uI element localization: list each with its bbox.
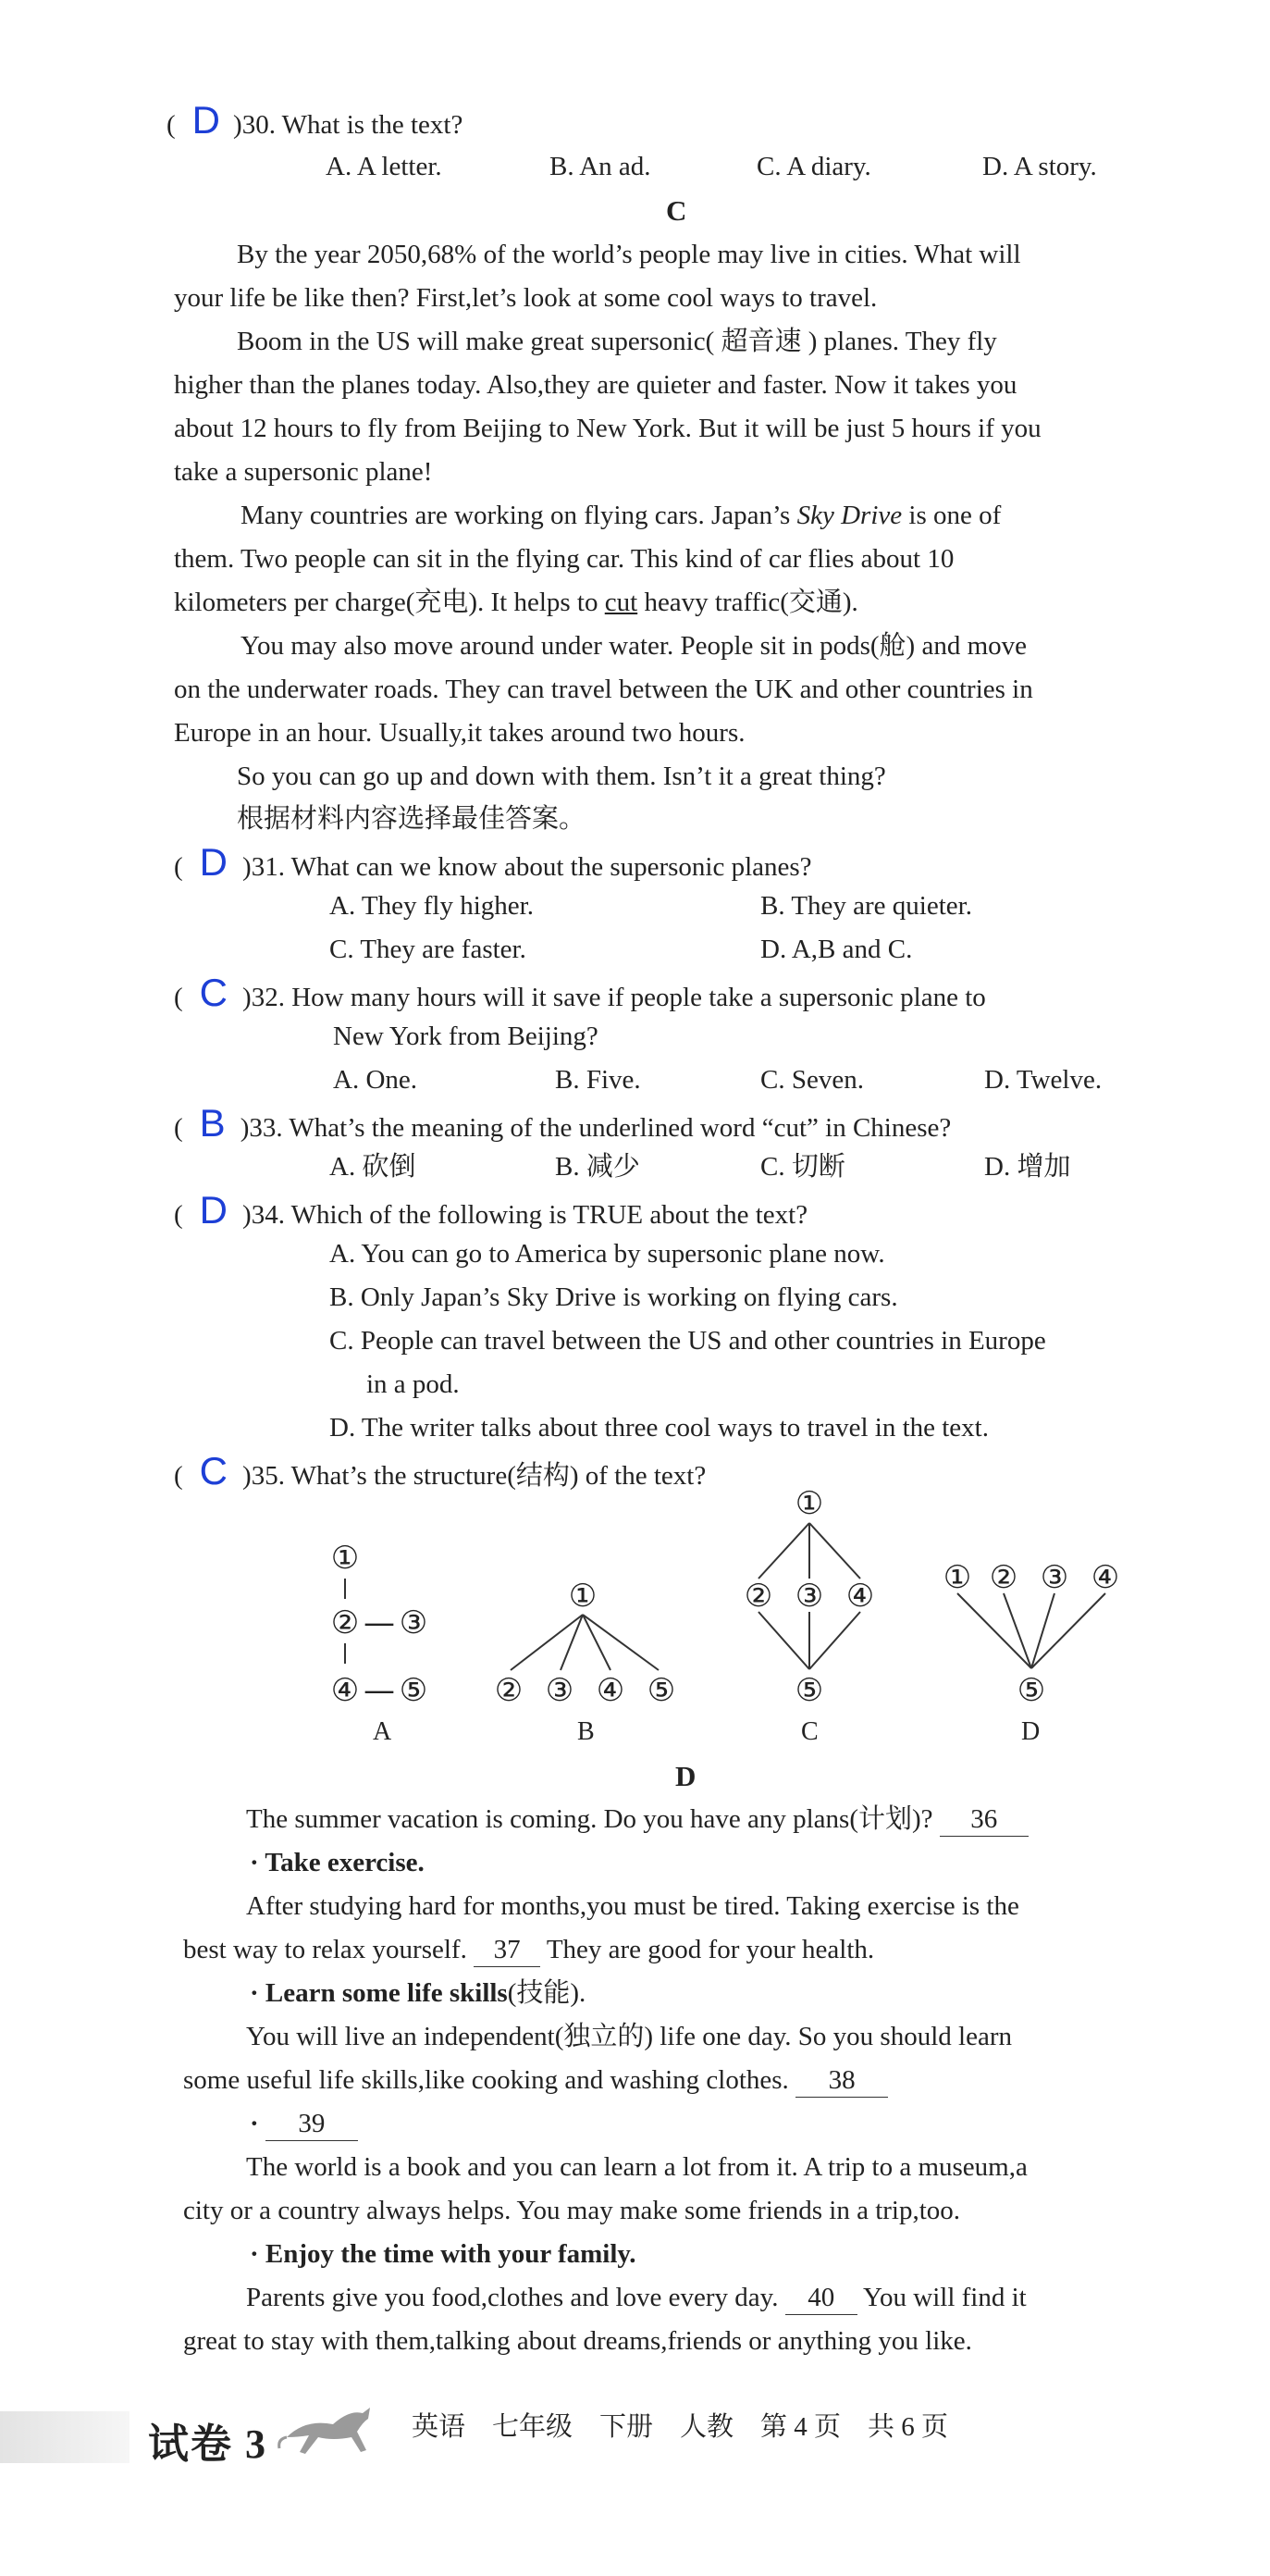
diagram-label-a: A [373,1717,392,1746]
d-p4-line2: great to stay with them,talking about dreams,friends or anything you like. [183,2326,972,2356]
section-c-title: C [666,194,687,227]
d-p2-line2: some useful life skills,like cooking and washing clothes. 38 [183,2063,888,2098]
c-p2-line1: Boom in the US will make great supersonic( 超音速 ) planes. They fly [237,327,997,356]
d-heading-4: · Enjoy the time with your family. [250,2239,636,2269]
diagram-c-node-3: ③ [795,1578,824,1615]
q31-option-c: C. They are faster. [329,935,526,964]
diagram-a-node-4: ④ [330,1672,360,1709]
diagram-b-node-2: ② [494,1672,524,1709]
diagram-c-node-1: ① [795,1485,824,1522]
question-32: ( C )32. How many hours will it save if people take a supersonic plane to [174,971,986,1014]
question-33: ( B )33. What’s the meaning of the underlined word “cut” in Chinese? [174,1101,952,1145]
diagram-label-d: D [1021,1717,1041,1746]
c-p4-line2: on the underwater roads. They can travel between the UK and other countries in [174,675,1033,704]
diagram-d-node-5: ⑤ [1017,1672,1046,1709]
q34-option-c-cont: in a pod. [366,1369,460,1399]
footer-band [0,2411,129,2463]
blank-39: 39 [265,2107,358,2141]
c-p4-line3: Europe in an hour. Usually,it takes around two hours. [174,718,746,748]
diagram-a-node-2: ② [330,1604,360,1641]
q34-option-a: A. You can go to America by supersonic plane now. [329,1239,885,1269]
diagram-a-node-3: ③ [399,1604,428,1641]
c-p2-line3: about 12 hours to fly from Beijing to New York. But it will be just 5 hours if you [174,414,1042,443]
c-p3-line2: them. Two people can sit in the flying car. This kind of car flies about 10 [174,544,955,574]
c-p2-line4: take a supersonic plane! [174,457,433,487]
horse-icon [277,2400,388,2465]
underlined-word-cut: cut [604,588,638,617]
diagram-d-node-1: ① [943,1559,972,1596]
c-p2-line2: higher than the planes today. Also,they are quieter and faster. Now it takes you [174,370,1017,400]
q32-option-a: A. One. [333,1065,418,1095]
q32-option-b: B. Five. [555,1065,641,1095]
q31-option-a: A. They fly higher. [329,891,534,921]
blank-40: 40 [785,2281,857,2315]
diagram-a-dash-2: — [364,1672,395,1709]
c-p1-line1: By the year 2050,68% of the world’s people may live in cities. What will [237,240,1021,269]
footer-info: 英语 七年级 下册 人教 第 4 页 共 6 页 [412,2412,949,2442]
diagram-c-node-4: ④ [845,1578,875,1615]
diagram-a-node-5: ⑤ [399,1672,428,1709]
d-p3-line1: The world is a book and you can learn a lot from it. A trip to a museum,a [246,2152,1028,2182]
diagram-d-node-3: ③ [1040,1559,1069,1596]
diagram-c-node-5: ⑤ [795,1672,824,1709]
q32-line2: New York from Beijing? [333,1022,598,1051]
q30-option-a: A. A letter. [326,152,442,181]
diagram-b-node-4: ④ [596,1672,625,1709]
q32-option-d: D. Twelve. [984,1065,1103,1095]
blank-37: 37 [474,1933,540,1967]
q30-option-c: C. A diary. [757,152,871,181]
q31-option-d: D. A,B and C. [760,935,913,964]
section-d-title: D [675,1760,697,1792]
d-heading-3: · 39 [250,2107,358,2141]
diagram-d-node-4: ④ [1091,1559,1120,1596]
q33-option-b: B. 减少 [555,1152,640,1182]
d-p3-line2: city or a country always helps. You may make some friends in a trip,too. [183,2196,961,2225]
q34-option-d: D. The writer talks about three cool ways to travel in the text. [329,1413,989,1443]
diagram-b-node-3: ③ [545,1672,574,1709]
d-intro: The summer vacation is coming. Do you have any plans(计划)? 36 [246,1802,1029,1837]
diagram-d-node-2: ② [989,1559,1018,1596]
q32-option-c: C. Seven. [760,1065,864,1095]
answer-33: B [199,1101,226,1145]
c-p5: So you can go up and down with them. Isn’t it a great thing? [237,762,886,791]
q33-option-c: C. 切断 [760,1152,845,1182]
c-p1-line2: your life be like then? First,let’s look at some cool ways to travel. [174,283,878,313]
d-heading-1: · Take exercise. [250,1848,425,1877]
blank-38: 38 [795,2063,888,2098]
question-35: ( C )35. What’s the structure(结构) of the text? [174,1449,707,1492]
diagram-a-node-1: ① [330,1540,360,1577]
answer-32: C [199,971,228,1014]
q30-option-d: D. A story. [982,152,1097,181]
d-p1-line2: best way to relax yourself. 37 They are good for your health. [183,1933,874,1967]
answer-30: D [191,98,221,142]
diagram-c-node-2: ② [744,1578,773,1615]
answer-34: D [199,1188,228,1232]
diagram-label-b: B [577,1717,595,1746]
question-30: ( D )30. What is the text? [166,98,463,142]
c-instruction: 根据材料内容选择最佳答案。 [237,804,586,834]
diagram-b-node-5: ⑤ [647,1672,676,1709]
c-p3-line1: Many countries are working on flying cars. Japan’s Sky Drive is one of [240,501,1002,530]
d-p2-line1: You will live an independent(独立的) life one day. So you should learn [246,2022,1012,2051]
blank-36: 36 [940,1802,1029,1837]
q34-option-c: C. People can travel between the US and other countries in Europe [329,1326,1046,1356]
d-p4-line1: Parents give you food,clothes and love every day. 40 You will find it [246,2281,1027,2315]
question-31: ( D )31. What can we know about the supersonic planes? [174,840,812,884]
d-p1-line1: After studying hard for months,you must be tired. Taking exercise is the [246,1891,1019,1921]
diagram-a-dash-1: — [364,1604,395,1641]
d-heading-2: · Learn some life skills(技能). [250,1978,586,2008]
q34-option-b: B. Only Japan’s Sky Drive is working on flying cars. [329,1282,898,1312]
answer-35: C [199,1449,228,1492]
c-p3-line3: kilometers per charge(充电). It helps to cut heavy traffic(交通). [174,588,858,617]
question-34: ( D )34. Which of the following is TRUE about the text? [174,1188,808,1232]
footer-title: 试卷 3 [148,2421,267,2467]
c-p4-line1: You may also move around under water. People sit in pods(舱) and move [240,631,1028,661]
answer-31: D [199,840,228,884]
diagram-label-c: C [801,1717,819,1746]
q30-option-b: B. An ad. [549,152,651,181]
diagram-b-node-1: ① [568,1578,598,1615]
q33-option-d: D. 增加 [984,1152,1071,1182]
q33-option-a: A. 砍倒 [329,1152,416,1182]
q31-option-b: B. They are quieter. [760,891,972,921]
